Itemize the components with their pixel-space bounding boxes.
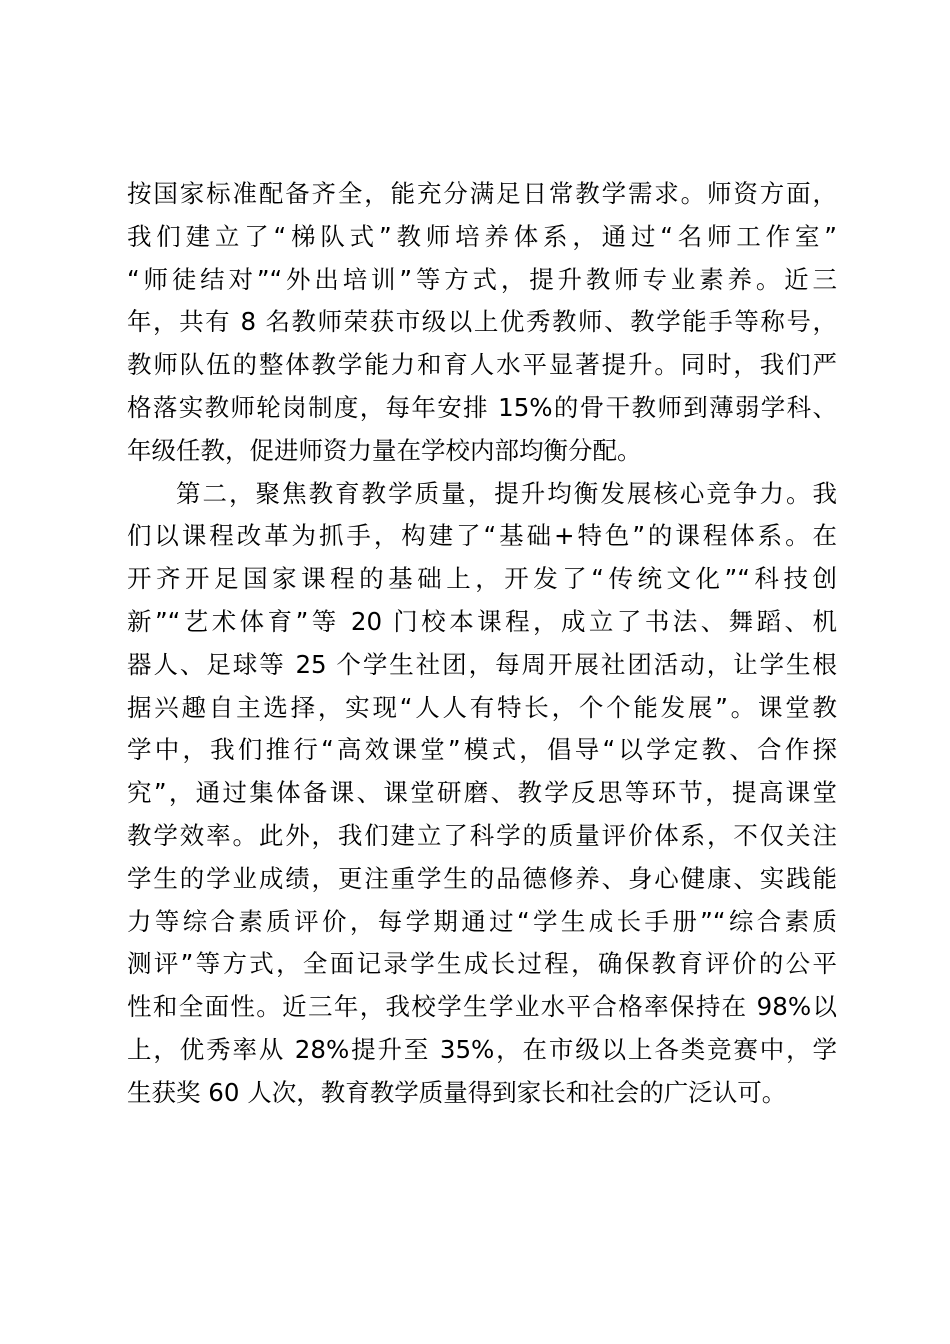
text-line: 年级任教，促进师资力量在学校内部均衡分配。 [127,435,642,465]
text-line: 我们建立了“梯队式”教师培养体系，通过“名师工作室” [127,221,837,251]
text-line: 新”“艺术体育”等 20 门校本课程，成立了书法、舞蹈、机 [127,606,837,636]
text-line: 按国家标准配备齐全，能充分满足日常教学需求。师资方面， [127,179,837,208]
text-line: 性和全面性。近三年，我校学生学业水平合格率保持在 98%以 [127,992,837,1022]
text-line: 测评”等方式，全面记录学生成长过程，确保教育评价的公平 [127,949,837,979]
text-line: 学中，我们推行“高效课堂”模式，倡导“以学定教、合作探 [127,735,837,765]
text-line: 上，优秀率从 28%提升至 35%，在市级以上各类竞赛中，学 [127,1034,837,1064]
text-line: 开齐开足国家课程的基础上，开发了“传统文化”“科技创 [127,564,837,594]
text-line: 器人、足球等 25 个学生社团，每周开展社团活动，让学生根 [127,649,837,679]
body-text [127,173,837,1115]
text-line: 学生的学业成绩，更注重学生的品德修养、身心健康、实践能 [127,863,837,893]
text-line: 生获奖 60 人次，教育教学质量得到家长和社会的广泛认可。 [127,1077,787,1107]
text-line: 力等综合素质评价，每学期通过“学生成长手册”“综合素质 [127,906,837,936]
text-line: 们以课程改革为抓手，构建了“基础+特色”的课程体系。在 [127,521,837,551]
text-line: 教学效率。此外，我们建立了科学的质量评价体系，不仅关注 [127,820,837,850]
text-line: 年，共有 8 名教师荣获市级以上优秀教师、教学能手等称号， [127,307,837,337]
text-line: 究”，通过集体备课、课堂研磨、教学反思等环节，提高课堂 [127,778,837,808]
text-line: 格落实教师轮岗制度，每年安排 15%的骨干教师到薄弱学科、 [127,392,837,422]
text-line: 教师队伍的整体教学能力和育人水平显著提升。同时，我们严 [127,350,837,380]
text-line: “师徒结对”“外出培训”等方式，提升教师专业素养。近三 [127,264,837,294]
text-line: 据兴趣自主选择，实现“人人有特长，个个能发展”。课堂教 [127,692,837,722]
paragraph-start-line: 第二，聚焦教育教学质量，提升均衡发展核心竞争力。我 [176,478,837,508]
